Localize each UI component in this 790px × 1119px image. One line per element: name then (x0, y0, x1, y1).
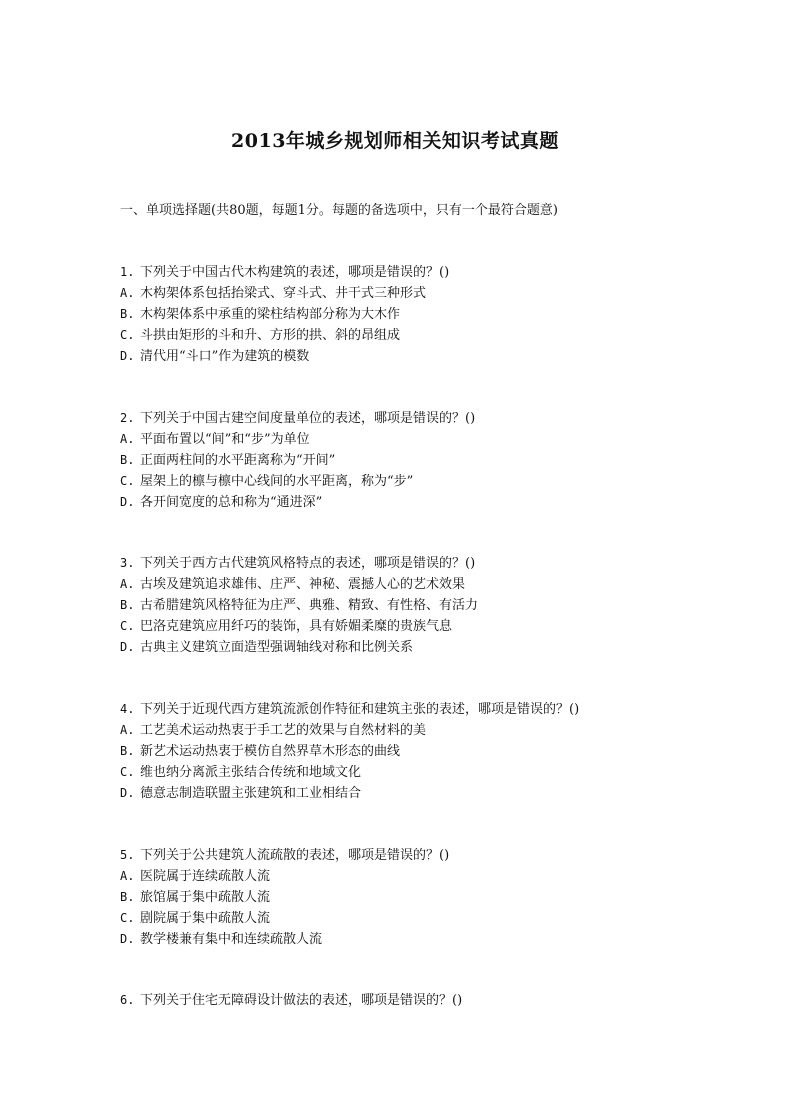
option-b (120, 887, 680, 908)
question-stem (120, 699, 680, 720)
question-stem (120, 262, 680, 283)
option-label: D. (120, 932, 135, 946)
question-stem (120, 845, 680, 866)
option-text: 旅馆属于集中疏散人流 (140, 890, 271, 905)
option-label: D. (120, 786, 135, 800)
question-stem (120, 990, 680, 1011)
option-text: 维也纳分离派主张结合传统和地域文化 (140, 765, 362, 780)
document-title: 2013年城乡规划师相关知识考试真题 (231, 130, 559, 152)
question-text: 下列关于西方古代建筑风格特点的表述，哪项是错误的？() (140, 556, 476, 571)
option-text: 木构架体系中承重的梁柱结构部分称为大木作 (140, 307, 401, 322)
question-stem (120, 553, 680, 574)
question-number: 6. (120, 993, 135, 1007)
question-4 (120, 699, 680, 804)
section-heading: 一、单项选择题(共80题，每题1分。每题的备选项中，只有一个最符合题意) (120, 203, 558, 218)
option-label: A. (120, 286, 135, 300)
question-text: 下列关于住宅无障碍设计做法的表述，哪项是错误的？() (140, 993, 463, 1008)
option-text: 屋架上的檩与檩中心线间的水平距离，称为“步” (140, 474, 414, 489)
option-label: B. (120, 453, 135, 467)
question-1 (120, 262, 680, 367)
option-a (120, 866, 680, 887)
option-text: 斗拱由矩形的斗和升、方形的拱、斜的昂组成 (140, 328, 401, 343)
option-label: A. (120, 869, 135, 883)
option-b (120, 304, 680, 325)
question-6 (120, 990, 680, 1011)
option-text: 巴洛克建筑应用纤巧的装饰，具有娇媚柔糜的贵族气息 (140, 619, 453, 634)
option-a (120, 720, 680, 741)
question-number: 5. (120, 848, 135, 862)
question-number: 1. (120, 265, 135, 279)
option-label: C. (120, 765, 135, 779)
option-text: 古希腊建筑风格特征为庄严、典雅、精致、有性格、有活力 (140, 598, 479, 613)
option-d (120, 783, 680, 804)
option-label: D. (120, 349, 135, 363)
question-3 (120, 553, 680, 658)
question-number: 2. (120, 411, 135, 425)
option-d (120, 492, 680, 513)
question-number: 4. (120, 702, 135, 716)
question-text: 下列关于中国古代木构建筑的表述，哪项是错误的？() (140, 265, 450, 280)
option-a (120, 429, 680, 450)
question-stem (120, 408, 680, 429)
option-b (120, 450, 680, 471)
option-b (120, 741, 680, 762)
option-c (120, 908, 680, 929)
option-label: B. (120, 890, 135, 904)
option-d (120, 346, 680, 367)
option-text: 德意志制造联盟主张建筑和工业相结合 (140, 786, 362, 801)
option-c (120, 616, 680, 637)
option-text: 平面布置以“间”和“步”为单位 (140, 432, 310, 447)
option-text: 教学楼兼有集中和连续疏散人流 (140, 932, 323, 947)
option-label: C. (120, 474, 135, 488)
option-label: B. (120, 307, 135, 321)
option-d (120, 929, 680, 950)
option-a (120, 283, 680, 304)
option-d (120, 637, 680, 658)
option-label: C. (120, 911, 135, 925)
question-2 (120, 408, 680, 513)
option-label: A. (120, 432, 135, 446)
option-label: C. (120, 328, 135, 342)
option-label: A. (120, 577, 135, 591)
option-label: D. (120, 495, 135, 509)
option-label: C. (120, 619, 135, 633)
option-label: D. (120, 640, 135, 654)
option-text: 木构架体系包括抬梁式、穿斗式、井干式三种形式 (140, 286, 427, 301)
question-text: 下列关于中国古建空间度量单位的表述，哪项是错误的？() (140, 411, 476, 426)
option-text: 新艺术运动热衷于模仿自然界草木形态的曲线 (140, 744, 401, 759)
option-label: B. (120, 744, 135, 758)
option-text: 剧院属于集中疏散人流 (140, 911, 271, 926)
option-c (120, 471, 680, 492)
option-label: B. (120, 598, 135, 612)
question-text: 下列关于近现代西方建筑流派创作特征和建筑主张的表述，哪项是错误的？() (140, 702, 580, 717)
option-text: 古典主义建筑立面造型强调轴线对称和比例关系 (140, 640, 414, 655)
question-number: 3. (120, 556, 135, 570)
option-b (120, 595, 680, 616)
option-a (120, 574, 680, 595)
option-text: 古埃及建筑追求雄伟、庄严、神秘、震撼人心的艺术效果 (140, 577, 466, 592)
option-label: A. (120, 723, 135, 737)
question-text: 下列关于公共建筑人流疏散的表述，哪项是错误的？() (140, 848, 450, 863)
option-text: 各开间宽度的总和称为“通进深” (140, 495, 323, 510)
option-c (120, 325, 680, 346)
option-c (120, 762, 680, 783)
question-5 (120, 845, 680, 950)
option-text: 清代用“斗口”作为建筑的模数 (140, 349, 310, 364)
option-text: 正面两柱间的水平距离称为“开间” (140, 453, 336, 468)
option-text: 医院属于连续疏散人流 (140, 869, 271, 884)
option-text: 工艺美术运动热衷于手工艺的效果与自然材料的美 (140, 723, 427, 738)
